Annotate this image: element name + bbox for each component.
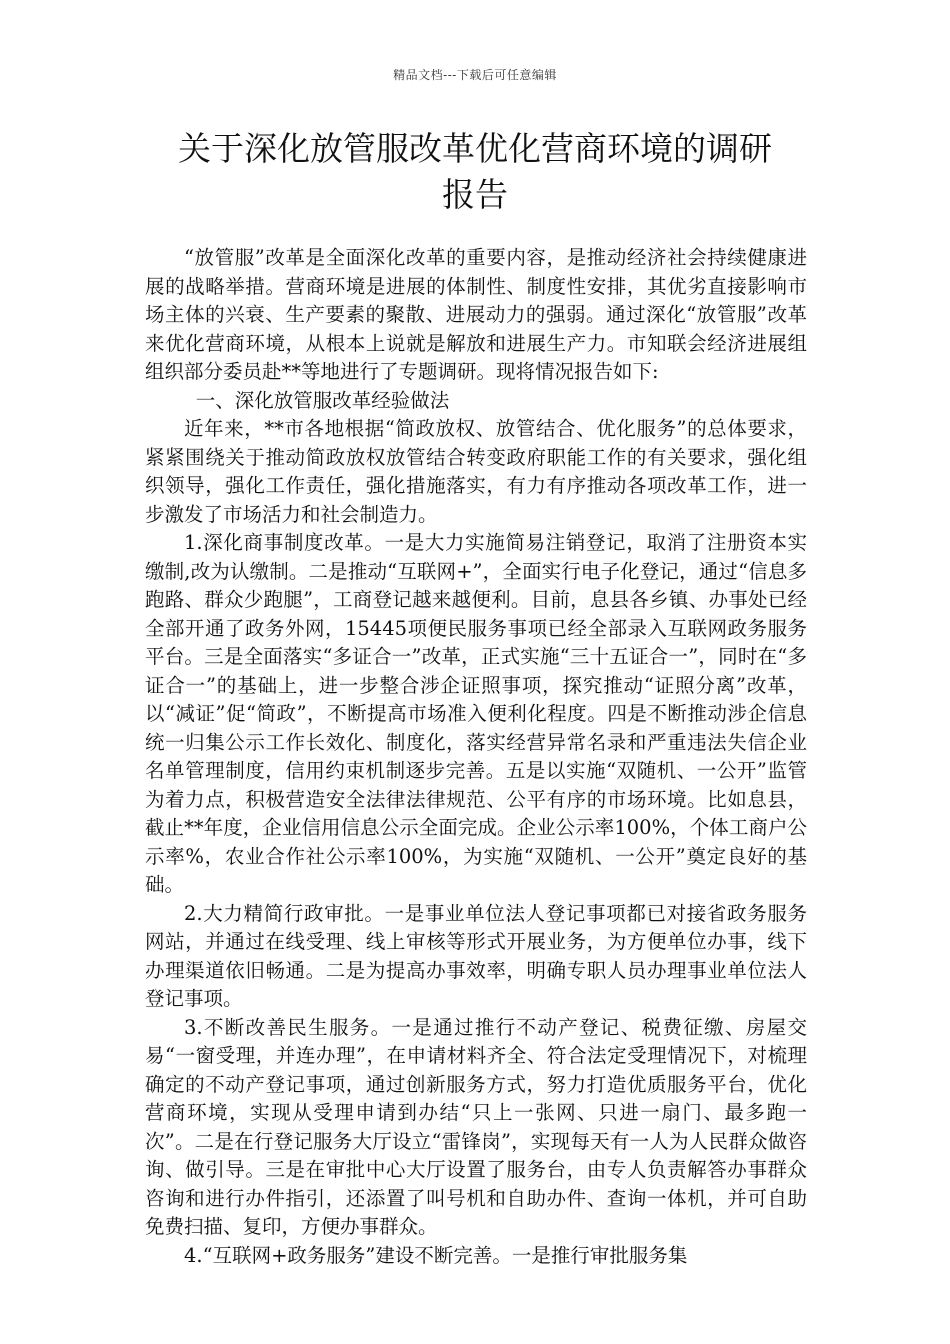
title-line-1: 关于深化放管服改革优化营商环境的调研 (178, 129, 772, 168)
document-title (120, 126, 830, 218)
paragraph-overview: 近年来，**市各地根据“简政放权、放管结合、优化服务”的总体要求，紧紧围绕关于推动简政放权放管结合转变政府职能工作的有关要求，强化组织领导，强化工作责任，强化措施落实，有力有序推动各项改革工作，进一步激发了市场活力和社会制造力。 (145, 417, 807, 526)
paragraph-item-2: 2.大力精简行政审批。一是事业单位法人登记事项都已对接省政务服务网站，并通过在线受理、线上审核等形式开展业务，为方便单位办事，线下办理渠道依旧畅通。二是为提高办事效率，明确专职人员办理事业单位法人登记事项。 (145, 901, 807, 1010)
paragraph-item-4: 4.“互联网+政务服务”建设不断完善。一是推行审批服务集 (184, 1243, 688, 1267)
document-body (145, 244, 807, 1270)
paragraph-item-3: 3.不断改善民生服务。一是通过推行不动产登记、税费征缴、房屋交易“一窗受理，并连办理”，在申请材料齐全、符合法定受理情况下，对梳理确定的不动产登记事项，通过创新服务方式，努力打造优质服务平台，优化营商环境，实现从受理申请到办结“只上一张网、只进一扇门、最多跑一次”。二是在行登记服务大厅设立“雷锋岗”，实现每天有一人为人民群众做咨询、做引导。三是在审批中心大厅设置了服务台，由专人负责解答办事群众咨询和进行办件指引，还添置了叫号机和自助办件、查询一体机，并可自助免费扫描、复印，方便办事群众。 (145, 1015, 807, 1238)
paragraph-item-1: 1.深化商事制度改革。一是大力实施简易注销登记，取消了注册资本实缴制,改为认缴制。二是推动“互联网+”，全面实行电子化登记，通过“信息多跑路、群众少跑腿”，工商登记越来越便利。目前，息县各乡镇、办事处已经全部开通了政务外网，15445项便民服务事项已经全部录入互联网政务服务平台。三是全面落实“多证合一”改革，正式实施“三十五证合一”，同时在“多证合一”的基础上，进一步整合涉企证照事项，探究推动“证照分离”改革，以“减证”促“简政”，不断提高市场准入便利化程度。四是不断推动涉企信息统一归集公示工作长效化、制度化，落实经营异常名录和严重违法失信企业名单管理制度，信用约束机制逐步完善。五是以实施“双随机、一公开”监管为着力点，积极营造安全法律法律规范、公平有序的市场环境。比如息县，截止**年度，企业信用信息公示全面完成。企业公示率100%，个体工商户公示率%，农业合作社公示率100%，为实施“双随机、一公开”奠定良好的基础。 (145, 531, 807, 896)
section-heading: 一、深化放管服改革经验做法 (195, 388, 450, 412)
header-note: 精品文档---下载后可任意编辑 (393, 68, 557, 82)
paragraph-intro: “放管服”改革是全面深化改革的重要内容，是推动经济社会持续健康进展的战略举措。营商环境是进展的体制性、制度性安排，其优劣直接影响市场主体的兴衰、生产要素的聚散、进展动力的强弱。通过深化“放管服”改革来优化营商环境，从根本上说就是解放和进展生产力。市知联会经济进展组组织部分委员赴**等地进行了专题调研。现将情况报告如下: (145, 246, 807, 383)
title-line-2: 报告 (442, 175, 508, 214)
